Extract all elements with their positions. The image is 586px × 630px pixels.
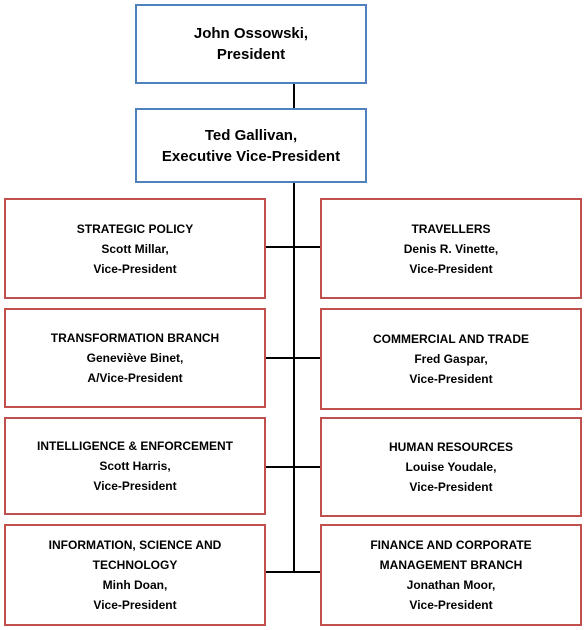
executive-name: Ted Gallivan, (204, 126, 298, 144)
unit-box-finance-corporate-management (320, 524, 582, 626)
unit-box-strategic-policy (4, 198, 266, 299)
unit-person: Jonathan Moor, (406, 578, 496, 592)
unit-name-line-2: TECHNOLOGY (92, 558, 178, 572)
unit-box-transformation-branch (4, 308, 266, 408)
unit-person: Geneviève Binet, (86, 351, 184, 365)
unit-title: Vice-President (93, 261, 177, 276)
unit-person: Scott Harris, (99, 459, 171, 473)
unit-title: Vice-President (409, 480, 493, 494)
unit-name: TRANSFORMATION BRANCH (50, 331, 220, 345)
unit-name: TRAVELLERS (411, 221, 491, 236)
executive-title: Executive Vice-President (161, 147, 341, 165)
unit-title: Vice-President (409, 372, 493, 386)
president-name: John Ossowski, (193, 25, 309, 42)
president-title: President (216, 46, 286, 63)
unit-box-information-science-technology (4, 524, 266, 626)
unit-title: Vice-President (409, 598, 493, 612)
unit-person: Louise Youdale, (405, 460, 497, 474)
unit-title: A/Vice-President (87, 371, 183, 385)
unit-name: HUMAN RESOURCES (388, 440, 513, 454)
unit-box-intelligence-enforcement (4, 417, 266, 515)
unit-name-line-2: MANAGEMENT BRANCH (379, 558, 523, 572)
unit-title: Vice-President (93, 598, 177, 612)
unit-title: Vice-President (93, 479, 177, 493)
unit-box-human-resources (320, 417, 582, 517)
executive-box (135, 108, 367, 183)
unit-title: Vice-President (409, 261, 493, 276)
connector-president-executive (293, 84, 295, 108)
unit-box-travellers (320, 198, 582, 299)
connector-row-3 (264, 466, 322, 468)
unit-name: FINANCE AND CORPORATE (370, 538, 532, 552)
unit-name: INTELLIGENCE & ENFORCEMENT (36, 439, 233, 453)
connector-row-1 (264, 246, 322, 248)
connector-row-4 (264, 571, 322, 573)
unit-person: Scott Millar, (101, 241, 169, 256)
unit-box-commercial-trade (320, 308, 582, 410)
unit-name: STRATEGIC POLICY (76, 221, 194, 236)
connector-trunk (293, 182, 295, 573)
unit-name: INFORMATION, SCIENCE AND (48, 538, 222, 552)
unit-person: Denis R. Vinette, (403, 241, 499, 256)
unit-person: Fred Gaspar, (414, 352, 488, 366)
unit-name: COMMERCIAL AND TRADE (373, 332, 529, 346)
connector-row-2 (264, 357, 322, 359)
president-box (135, 4, 367, 84)
unit-person: Minh Doan, (102, 578, 168, 592)
